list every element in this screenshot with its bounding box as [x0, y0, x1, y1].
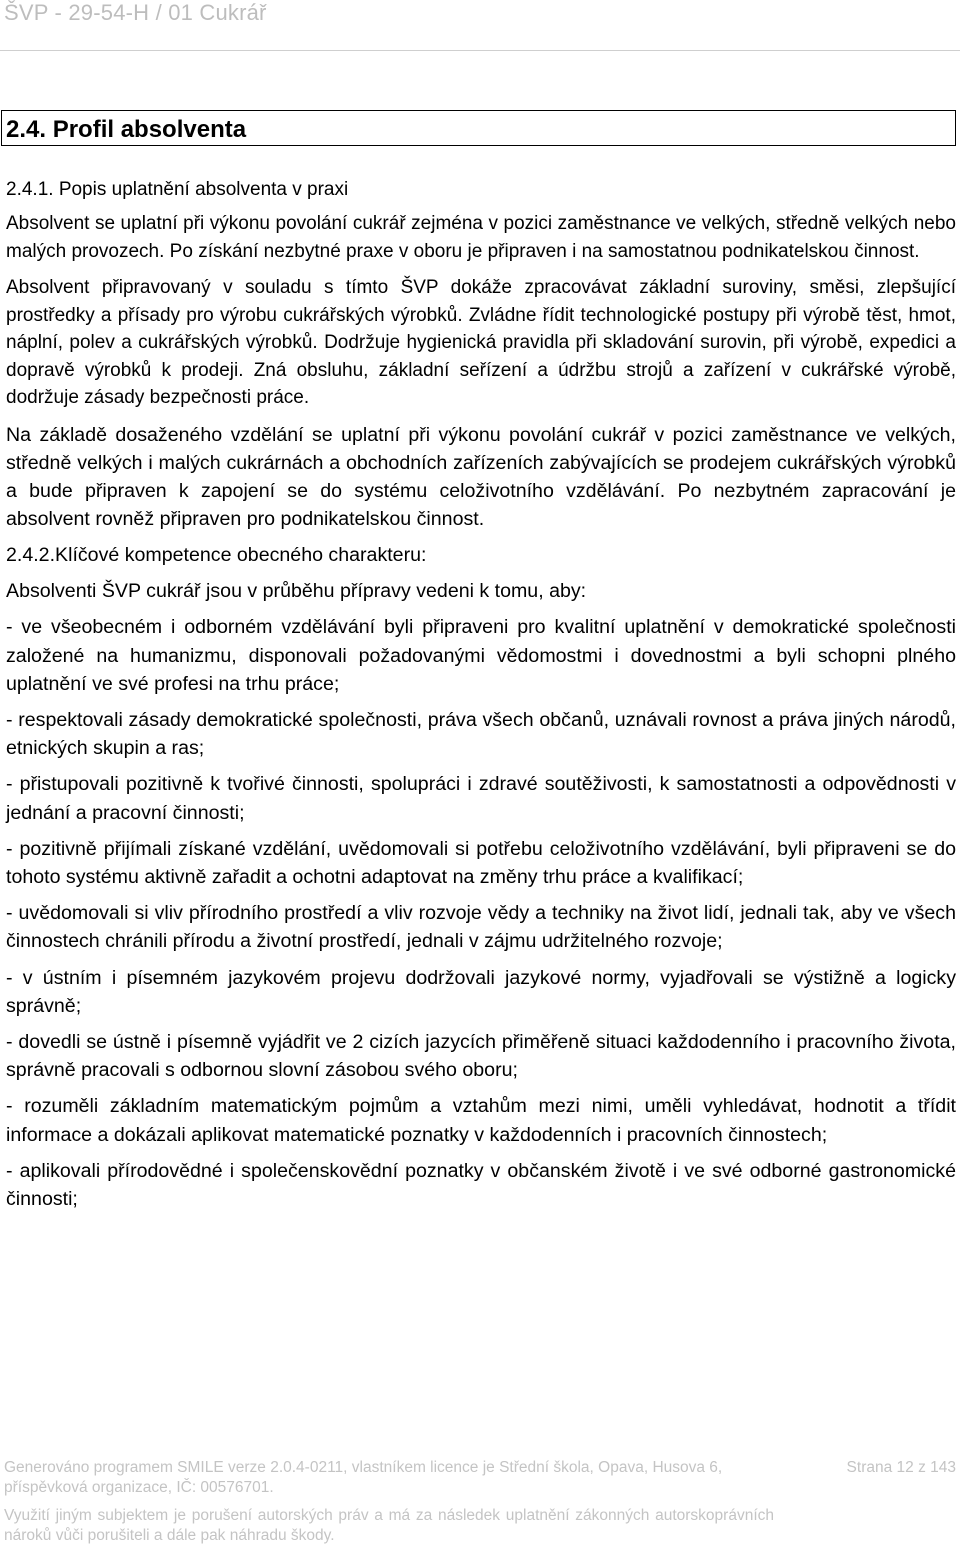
- competences-list: [6, 613, 956, 1213]
- subsection-2-title: 2.4.2.Klíčové kompetence obecného charakteru:: [6, 544, 427, 567]
- paragraph-zaklad-vzdelani: Na základě dosaženého vzdělání se uplatní při výkonu povolání cukrář v pozici zaměstnance ve velkých, středně velkých i malých cukrárnách a obchodních zařízeních zabývajících se prodejem cukrářských výrobků a bude připraven k zapojení se do systému celoživotního vzdělávání. Po nezbytném zapracování je absolvent rovněž připraven pro podnikatelskou činnost.: [6, 423, 956, 531]
- footer-copyright-note: Využití jiným subjektem je porušení autorských práv a má za následek uplatnění zákonných autorskoprávních nároků vůči porušiteli a dále pak náhradu škody.: [4, 1507, 774, 1544]
- footer-generator-line-2: příspěvková organizace, IČ: 00576701.: [4, 1479, 274, 1496]
- section-title: 2.4. Profil absolventa: [6, 116, 247, 143]
- list-item: - aplikovali přírodovědné i společenskovědní poznatky v občanském životě i ve své odborné gastronomické činnosti;: [6, 1159, 956, 1210]
- list-item: - pozitivně přijímali získané vzdělání, uvědomovali si potřebu celoživotního vzdělávání, byli připraveni se do tohoto systému aktivně zařadit a ochotni adaptovat na změny trhu práce a kvalifikací;: [6, 837, 956, 888]
- page-footer: [4, 1458, 956, 1546]
- competences-intro: Absolventi ŠVP cukrář jsou v průběhu přípravy vedeni k tomu, aby:: [6, 580, 587, 603]
- document-header-title: ŠVP - 29-54-H / 01 Cukrář: [4, 0, 267, 25]
- list-item: - uvědomovali si vliv přírodního prostředí a vliv rozvoje vědy a techniky na život lidí, jednali tak, aby ve všech činnostech chránili přírodu a životní prostředí, jednali v zájmu udržitelného rozvoje;: [6, 902, 956, 953]
- list-item: - přistupovali pozitivně k tvořivé činnosti, spolupráci i zdravé soutěživosti, k samostatnosti a odpovědnosti v jednání a pracovní činnosti;: [6, 773, 956, 824]
- list-item: - v ústním i písemném jazykovém projevu dodržovali jazykové normy, vyjadřovali se výstižně a logicky správně;: [6, 966, 956, 1017]
- section-heading-box: [1, 110, 956, 146]
- list-item: - rozuměli základním matematickým pojmům a vztahům mezi nimi, uměli vyhledávat, hodnotit a třídit informace a dokázali aplikovat matematické poznatky v každodenních i pracovních činnostech;: [6, 1095, 956, 1146]
- list-item: - respektovali zásady demokratické společnosti, práva všech občanů, uznávali rovnost a práva jiných národů, etnických skupin a ras;: [6, 708, 956, 760]
- list-item: - dovedli se ústně i písemně vyjádřit ve 2 cizích jazycích přiměřeně situaci každodenního i pracovního života, správně pracovali s odbornou slovní zásobou svého oboru;: [6, 1030, 956, 1082]
- subsection-1-title: 2.4.1. Popis uplatnění absolventa v praxi: [6, 179, 349, 200]
- header-divider: [0, 50, 960, 51]
- footer-generator-info: [4, 1458, 779, 1498]
- paragraph-uplatneni: Absolvent se uplatní při výkonu povolání cukrář zejména v pozici zaměstnance ve velkých, středně velkých nebo malých provozech. Po získání nezbytné praxe v oboru je připraven i na samostatnou podnikatelskou činnost.: [6, 213, 956, 262]
- document-body: [6, 176, 956, 1221]
- paragraph-dovednosti: Absolvent připravovaný v souladu s tímto ŠVP dokáže zpracovávat základní suroviny, směsi, zlepšující prostředky a přísady pro výrobu cukrářských výrobků. Zvládne řídit technologické postupy při výrobě těst, hmot, náplní, polev a cukrářských výrobků. Dodržuje hygienická pravidla při skladování surovin, při výrobě, expedici a dopravě výrobků k prodeji. Zná obsluhu, základní seřízení a údržbu strojů a zařízení v cukrářské výrobě, dodržuje zásady bezpečnosti práce.: [6, 277, 956, 408]
- page-number: Strana 12 z 143: [846, 1459, 956, 1476]
- list-item: - ve všeobecném i odborném vzdělávání byli připraveni pro kvalitní uplatnění v demokratické společnosti založené na humanizmu, disponovali požadovanými vědomostmi i dovednostmi a byli schopni plného uplatnění ve své profesi na trhu práce;: [6, 616, 956, 695]
- footer-generator-line-1: Generováno programem SMILE verze 2.0.4-0211, vlastníkem licence je Střední škola, Opava, Husova 6,: [4, 1459, 723, 1476]
